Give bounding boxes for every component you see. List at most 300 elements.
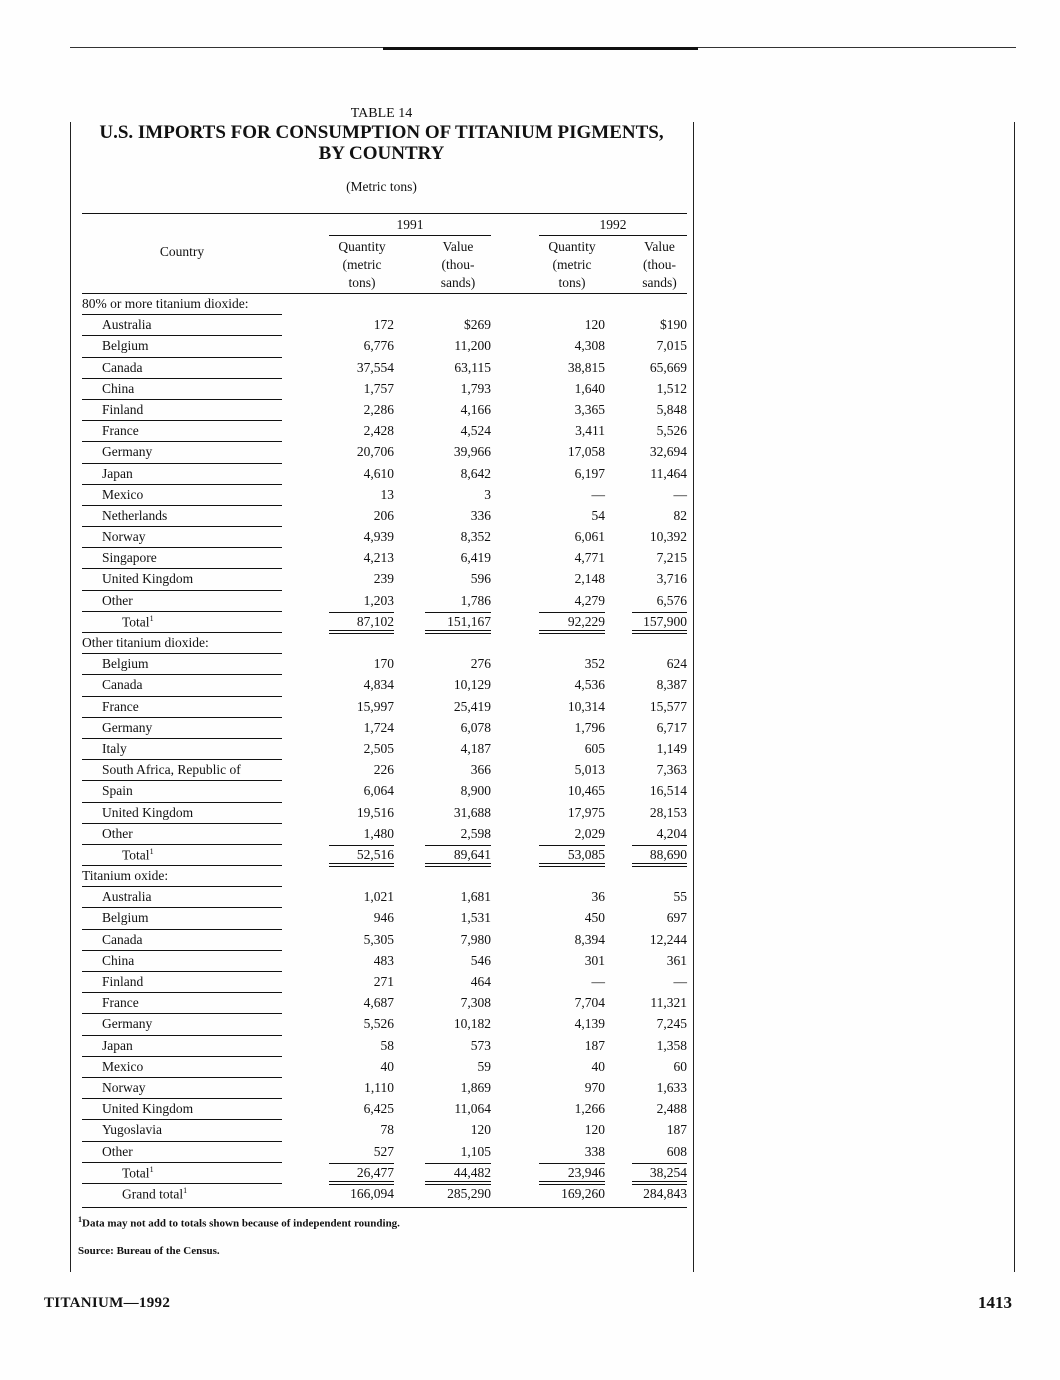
total-label-text: Total <box>122 847 150 863</box>
value-1991-cell: 464 <box>470 974 491 989</box>
value-1992-cell: 1,633 <box>656 1079 687 1095</box>
quantity-1992-cell: 6,197 <box>574 465 605 481</box>
table-row <box>82 675 687 696</box>
quantity-1991-cell: 5,526 <box>363 1016 394 1032</box>
country-cell: United Kingdom <box>102 1101 194 1117</box>
value-1991-cell: 1,869 <box>460 1079 491 1095</box>
table-row <box>82 358 687 379</box>
quantity-1991-total: 52,516 <box>356 846 394 862</box>
table-header <box>82 214 687 294</box>
header-text: sands) <box>642 275 677 290</box>
table-row <box>82 1099 687 1120</box>
table-row <box>82 1120 687 1141</box>
country-cell: Yugoslavia <box>102 1122 162 1138</box>
quantity-1992-cell: 605 <box>584 740 605 756</box>
sum-rule <box>425 1184 491 1185</box>
value-1992-cell: 361 <box>666 952 687 968</box>
quantity-1992-cell: 54 <box>591 507 605 523</box>
value-1992-cell: 7,215 <box>656 550 687 566</box>
quantity-1992-cell: 2,148 <box>574 571 605 587</box>
table-row <box>82 887 687 908</box>
table-row <box>82 400 687 421</box>
header-text: tons) <box>348 275 376 290</box>
header-text: Value <box>644 239 675 254</box>
country-cell: Finland <box>102 401 144 417</box>
quantity-1991-cell: 483 <box>373 952 394 968</box>
value-1991-cell: 11,200 <box>454 338 491 354</box>
total-label <box>122 847 300 864</box>
sum-rule <box>425 612 491 613</box>
quantity-1991-cell: 6,064 <box>363 783 394 799</box>
country-cell: Australia <box>102 317 152 333</box>
value-1992-cell: 12,244 <box>649 931 687 947</box>
quantity-1991-cell: 271 <box>373 974 394 989</box>
sum-rule <box>632 1163 687 1164</box>
quantity-1992-cell: 1,266 <box>574 1101 605 1117</box>
sum-rule <box>425 845 491 846</box>
footnote-marker: 1 <box>149 846 154 856</box>
quantity-1992-cell: 10,314 <box>567 698 605 714</box>
value-1991-cell: 6,419 <box>460 550 491 566</box>
section-header-row <box>82 633 687 654</box>
value-1992-cell: 5,526 <box>656 423 687 439</box>
table-row <box>82 951 687 972</box>
table-row <box>82 908 687 929</box>
double-rule <box>425 863 491 864</box>
quantity-1991-header <box>329 238 395 292</box>
sum-rule <box>329 845 394 846</box>
header-text: tons) <box>558 275 586 290</box>
table-row <box>82 379 687 400</box>
header-text: (thou- <box>441 257 475 272</box>
section-header-row <box>82 294 687 315</box>
header-text: (thou- <box>643 257 676 272</box>
sum-rule <box>329 1163 394 1164</box>
value-1992-cell: 7,015 <box>656 338 687 354</box>
imports-table <box>82 213 687 1208</box>
value-1991-cell: 336 <box>470 507 491 523</box>
quantity-1991-cell: 4,213 <box>363 550 394 566</box>
quantity-1992-cell: 4,771 <box>574 550 605 566</box>
double-rule <box>632 630 687 631</box>
quantity-1991-cell: 172 <box>373 317 394 333</box>
value-1992-cell: 5,848 <box>656 401 687 417</box>
quantity-1992-cell: 338 <box>584 1143 605 1159</box>
country-cell: Canada <box>102 677 143 693</box>
column-divider <box>693 122 694 1272</box>
table-row <box>82 781 687 802</box>
quantity-1991-cell: 1,021 <box>363 889 394 905</box>
country-cell: Finland <box>102 974 144 989</box>
section-label: Other titanium dioxide: <box>82 635 209 650</box>
value-1992-cell: 1,512 <box>656 380 687 396</box>
value-1991-cell: 546 <box>470 952 491 968</box>
country-cell: United Kingdom <box>102 571 194 587</box>
quantity-1991-cell: 1,757 <box>363 380 394 396</box>
value-1992-cell: 608 <box>666 1143 687 1159</box>
quantity-1992-cell: 3,411 <box>575 423 605 439</box>
country-cell: Belgium <box>102 656 149 672</box>
sum-rule <box>632 612 687 613</box>
page-number: 1413 <box>978 1293 1012 1312</box>
value-1991-cell: 4,524 <box>460 423 491 439</box>
value-1991-cell: 2,598 <box>460 825 491 841</box>
value-1991-cell: 276 <box>470 656 491 672</box>
total-label <box>122 1165 300 1182</box>
table-row <box>82 442 687 463</box>
value-1991-header <box>425 238 491 292</box>
top-rule-accent <box>383 47 698 50</box>
value-1991-cell: 1,793 <box>460 380 491 396</box>
total-label <box>122 614 300 631</box>
quantity-1991-cell: 1,480 <box>363 825 394 841</box>
quantity-1992-cell: 36 <box>591 889 605 905</box>
country-cell: South Africa, Republic of <box>102 762 241 778</box>
value-1991-cell: 573 <box>470 1037 491 1053</box>
value-1991-cell: 8,642 <box>460 465 491 481</box>
double-rule <box>632 1181 687 1182</box>
quantity-1991-cell: 2,505 <box>363 740 394 756</box>
table-row <box>82 654 687 675</box>
double-rule <box>539 863 605 864</box>
double-rule <box>329 863 394 864</box>
quantity-1991-cell: 206 <box>373 507 394 523</box>
quantity-1992-grand-total: 169,260 <box>561 1185 605 1201</box>
quantity-1991-grand-total: 166,094 <box>350 1185 394 1201</box>
value-1992-cell: 10,392 <box>649 529 687 545</box>
value-1991-cell: 10,182 <box>453 1016 491 1032</box>
section-header-row <box>82 866 687 887</box>
double-rule <box>539 630 605 631</box>
table-row <box>82 993 687 1014</box>
value-1992-total: 88,690 <box>649 846 687 862</box>
quantity-1992-cell: 38,815 <box>567 359 605 375</box>
quantity-1992-header <box>539 238 605 292</box>
value-1992-cell: 60 <box>673 1058 687 1074</box>
quantity-1992-cell: 17,975 <box>567 804 605 820</box>
quantity-1992-cell: 187 <box>584 1037 605 1053</box>
value-1991-cell: 4,166 <box>460 401 491 417</box>
table-row <box>82 972 687 993</box>
header-text: (metric <box>342 257 382 272</box>
footnote-marker: 1 <box>149 1164 154 1174</box>
grand-total-row <box>82 1184 687 1205</box>
country-cell: Japan <box>102 1037 133 1053</box>
source-note: Source: Bureau of the Census. <box>78 1245 220 1257</box>
value-1992-total: 38,254 <box>649 1164 687 1180</box>
table-row <box>82 824 687 845</box>
quantity-1991-cell: 6,776 <box>363 338 394 354</box>
total-row <box>82 1163 687 1184</box>
value-1991-cell: 1,105 <box>460 1143 491 1159</box>
country-cell: Germany <box>102 1016 153 1032</box>
header-text: sands) <box>440 275 476 290</box>
grand-total-label <box>122 1186 300 1203</box>
table-row <box>82 803 687 824</box>
country-cell: Germany <box>102 444 153 460</box>
quantity-1992-cell: 3,365 <box>574 401 605 417</box>
quantity-1992-cell: 4,536 <box>574 677 605 693</box>
footnote-marker: 1 <box>183 1185 188 1195</box>
country-cell: France <box>102 423 139 439</box>
value-1992-cell: 6,717 <box>656 719 687 735</box>
country-cell: France <box>102 698 139 714</box>
quantity-1992-cell: 6,061 <box>574 529 605 545</box>
table-row <box>82 336 687 357</box>
country-cell: Other <box>102 592 133 608</box>
total-row <box>82 845 687 866</box>
table-row <box>82 591 687 612</box>
double-rule <box>425 630 491 631</box>
quantity-1991-cell: 1,724 <box>363 719 394 735</box>
country-cell: Belgium <box>102 910 149 926</box>
total-label-text: Total <box>122 614 150 630</box>
value-1992-cell: — <box>673 486 687 502</box>
table-title-line-2: BY COUNTRY <box>318 143 445 164</box>
quantity-1992-cell: 301 <box>584 952 605 968</box>
value-1992-cell: 7,363 <box>656 762 687 778</box>
value-1991-total: 151,167 <box>447 613 491 629</box>
table-row <box>82 718 687 739</box>
value-1992-cell: 65,669 <box>649 359 687 375</box>
value-1991-cell: 7,308 <box>460 995 491 1011</box>
value-1991-cell: 1,531 <box>460 910 491 926</box>
quantity-1992-cell: 970 <box>584 1079 605 1095</box>
value-1991-cell: 11,064 <box>454 1101 491 1117</box>
header-text: (metric <box>552 257 592 272</box>
quantity-1991-cell: 1,203 <box>363 592 394 608</box>
table-row <box>82 1142 687 1163</box>
quantity-1991-cell: 946 <box>373 910 394 926</box>
value-1992-grand-total: 284,843 <box>643 1185 687 1201</box>
table-row <box>82 1078 687 1099</box>
value-1992-cell: 7,245 <box>656 1016 687 1032</box>
section-label: Titanium oxide: <box>82 868 169 884</box>
country-cell: Other <box>102 825 133 841</box>
value-1991-cell: 7,980 <box>460 931 491 947</box>
value-1991-cell: 8,900 <box>460 783 491 799</box>
country-cell: Canada <box>102 359 143 375</box>
country-cell: Spain <box>102 783 133 799</box>
quantity-1992-cell: 2,029 <box>574 825 605 841</box>
table-row <box>82 760 687 781</box>
table-units: (Metric tons) <box>346 179 417 194</box>
value-1992-cell: 15,577 <box>649 698 687 714</box>
value-1992-cell: 55 <box>673 889 687 905</box>
footnote-marker: 1 <box>149 613 154 623</box>
value-1991-cell: 4,187 <box>460 740 491 756</box>
value-1991-cell: 6,078 <box>460 719 491 735</box>
table-row <box>82 421 687 442</box>
quantity-1992-cell: 5,013 <box>574 762 605 778</box>
country-cell: Norway <box>102 529 146 545</box>
value-1991-total: 89,641 <box>453 846 491 862</box>
sum-rule <box>425 1163 491 1164</box>
value-1991-cell: 366 <box>470 762 491 778</box>
table-row <box>82 527 687 548</box>
value-1991-cell: 596 <box>470 571 491 587</box>
quantity-1992-cell: 4,308 <box>574 338 605 354</box>
country-cell: Mexico <box>102 486 144 502</box>
quantity-1992-cell: 10,465 <box>567 783 605 799</box>
quantity-1991-cell: 4,610 <box>363 465 394 481</box>
running-footer: TITANIUM—1992 <box>44 1295 171 1311</box>
value-1992-header <box>632 238 687 292</box>
table-row <box>82 315 687 336</box>
value-1992-cell: 32,694 <box>649 444 687 460</box>
quantity-1991-cell: 5,305 <box>363 931 394 947</box>
quantity-1992-cell: 4,139 <box>574 1016 605 1032</box>
value-1992-cell: 1,149 <box>656 740 687 756</box>
quantity-1991-cell: 78 <box>380 1122 394 1138</box>
country-cell: Australia <box>102 889 152 905</box>
quantity-1992-cell: 17,058 <box>567 444 605 460</box>
country-cell: China <box>102 380 135 396</box>
grand-total-label-text: Grand total <box>122 1186 184 1202</box>
value-1992-cell: 624 <box>666 656 687 672</box>
country-cell: Belgium <box>102 338 149 354</box>
value-1991-cell: 25,419 <box>453 698 491 714</box>
header-text: Value <box>442 239 474 254</box>
country-cell: Norway <box>102 1079 146 1095</box>
value-1991-cell: 10,129 <box>453 677 491 693</box>
table-row <box>82 1057 687 1078</box>
quantity-1991-total: 87,102 <box>356 613 394 629</box>
country-cell: China <box>102 952 135 968</box>
country-cell: Mexico <box>102 1058 144 1074</box>
value-1992-total: 157,900 <box>643 613 687 629</box>
table-row <box>82 569 687 590</box>
quantity-1992-cell: 4,279 <box>574 592 605 608</box>
quantity-1992-cell: 8,394 <box>574 931 605 947</box>
value-1991-cell: 31,688 <box>453 804 491 820</box>
quantity-1992-cell: — <box>591 974 605 989</box>
table-end-rule <box>82 1207 687 1208</box>
header-text: Quantity <box>338 239 386 254</box>
value-1991-cell: 39,966 <box>453 444 491 460</box>
sum-rule <box>329 1184 394 1185</box>
sum-rule <box>632 1184 687 1185</box>
sum-rule <box>329 612 394 613</box>
value-1992-cell: 2,488 <box>656 1101 687 1117</box>
quantity-1991-cell: 1,110 <box>364 1079 394 1095</box>
value-1992-cell: 187 <box>666 1122 687 1138</box>
quantity-1992-cell: 1,640 <box>574 380 605 396</box>
value-1991-total: 44,482 <box>453 1164 491 1180</box>
quantity-1992-cell: 40 <box>591 1058 605 1074</box>
year-1992-rule <box>539 235 687 236</box>
sum-rule <box>539 845 605 846</box>
table-row <box>82 506 687 527</box>
country-cell: Singapore <box>102 550 157 566</box>
quantity-1991-cell: 2,286 <box>363 401 394 417</box>
country-cell: Japan <box>102 465 133 481</box>
quantity-1991-total: 26,477 <box>356 1164 394 1180</box>
quantity-1992-total: 23,946 <box>567 1164 605 1180</box>
country-cell: Germany <box>102 719 153 735</box>
table-row <box>82 1014 687 1035</box>
table-row <box>82 697 687 718</box>
double-rule <box>425 1181 491 1182</box>
quantity-1992-total: 53,085 <box>567 846 605 862</box>
sum-rule <box>632 845 687 846</box>
quantity-1991-cell: 20,706 <box>356 444 394 460</box>
value-1992-cell: 1,358 <box>656 1037 687 1053</box>
country-cell: Canada <box>102 931 143 947</box>
value-1992-cell: 8,387 <box>656 677 687 693</box>
country-cell: Italy <box>102 740 127 756</box>
value-1991-grand-total: 285,290 <box>447 1185 491 1201</box>
quantity-1992-cell: 1,796 <box>574 719 605 735</box>
value-1991-cell: 59 <box>477 1058 491 1074</box>
quantity-1991-cell: 6,425 <box>363 1101 394 1117</box>
footnote-marker: 1 <box>78 1215 82 1224</box>
value-1991-cell: 120 <box>470 1122 491 1138</box>
table-row <box>82 1036 687 1057</box>
table-number: TABLE 14 <box>350 106 413 121</box>
value-1992-cell: 3,716 <box>656 571 687 587</box>
double-rule <box>632 863 687 864</box>
table-body <box>82 294 687 1205</box>
double-rule <box>539 1181 605 1182</box>
value-1991-cell: $269 <box>464 317 491 333</box>
quantity-1991-cell: 170 <box>373 656 394 672</box>
value-1992-cell: 16,514 <box>649 783 687 799</box>
year-1991-rule <box>329 235 491 236</box>
sum-rule <box>539 612 605 613</box>
quantity-1991-cell: 19,516 <box>356 804 394 820</box>
sum-rule <box>539 1163 605 1164</box>
footnote <box>78 1215 400 1230</box>
value-1992-cell: 11,321 <box>650 995 687 1011</box>
quantity-1991-cell: 2,428 <box>363 423 394 439</box>
quantity-1991-cell: 239 <box>373 571 394 587</box>
table-row <box>82 464 687 485</box>
table-title <box>70 122 693 164</box>
quantity-1991-cell: 4,687 <box>363 995 394 1011</box>
country-cell: Netherlands <box>102 507 168 523</box>
quantity-1991-cell: 37,554 <box>356 359 394 375</box>
value-1991-cell: 3 <box>484 486 491 502</box>
value-1991-cell: 63,115 <box>454 359 491 375</box>
quantity-1992-cell: 120 <box>584 317 605 333</box>
total-label-text: Total <box>122 1165 150 1181</box>
value-1992-cell: 28,153 <box>649 804 687 820</box>
value-1992-cell: 697 <box>666 910 687 926</box>
quantity-1991-cell: 40 <box>380 1058 394 1074</box>
quantity-1992-cell: 352 <box>584 656 605 672</box>
header-text: Quantity <box>548 239 596 254</box>
quantity-1991-cell: 58 <box>380 1037 394 1053</box>
quantity-1992-cell: 120 <box>584 1122 605 1138</box>
quantity-1991-cell: 15,997 <box>356 698 394 714</box>
value-1992-cell: 6,576 <box>656 592 687 608</box>
quantity-1992-total: 92,229 <box>567 613 605 629</box>
country-cell: United Kingdom <box>102 804 194 820</box>
table-row <box>82 739 687 760</box>
value-1992-cell: 82 <box>673 507 687 523</box>
double-rule <box>329 630 394 631</box>
right-column-rule <box>1014 122 1015 1272</box>
table-row <box>82 485 687 506</box>
year-1992-header: 1992 <box>599 217 627 232</box>
table-title-line-1: U.S. IMPORTS FOR CONSUMPTION OF TITANIUM PIGMENTS, <box>99 122 664 143</box>
country-column-header: Country <box>159 244 205 259</box>
double-rule <box>329 1181 394 1182</box>
value-1991-cell: 1,786 <box>460 592 491 608</box>
quantity-1991-cell: 4,834 <box>363 677 394 693</box>
value-1992-cell: $190 <box>660 317 687 333</box>
